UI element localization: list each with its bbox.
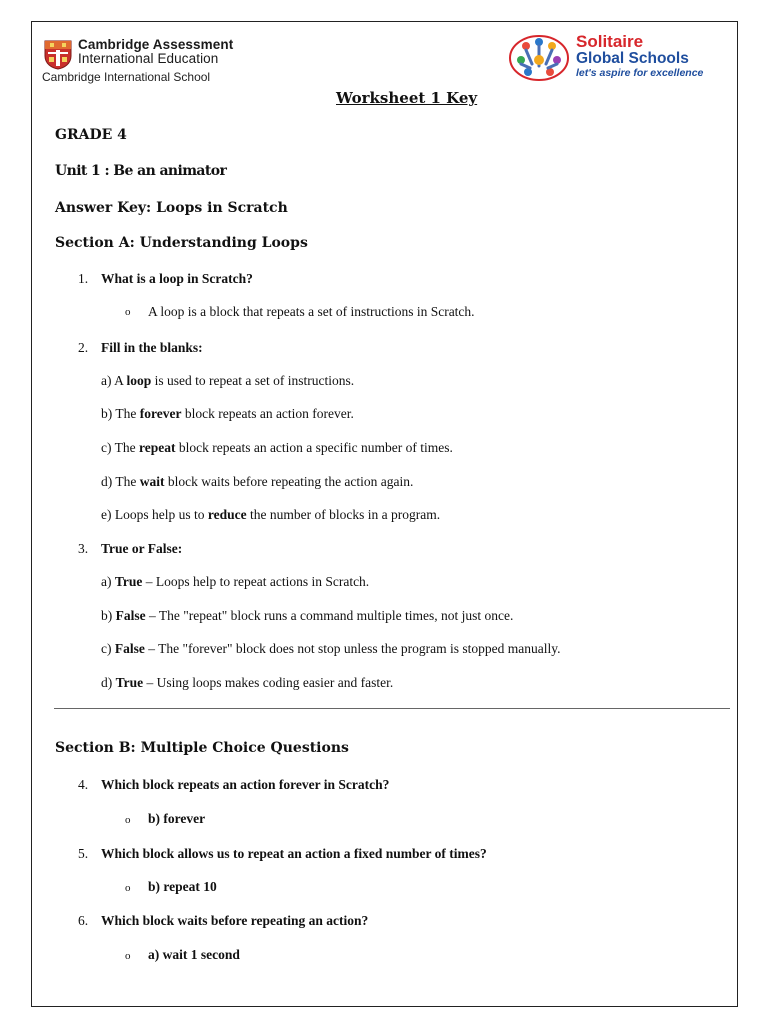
answer-text: b) repeat 10 [148, 879, 217, 894]
answer-text: A loop is a block that repeats a set of instructions in Scratch. [148, 304, 475, 319]
question-number: 6. [78, 913, 89, 928]
true-false-item: d) True – Using loops makes coding easier and faster. [101, 675, 394, 690]
question-number: 3. [78, 541, 89, 556]
grade-heading: GRADE 4 [55, 127, 127, 143]
unit-heading: Unit 1 : Be an animator [55, 163, 227, 179]
true-false-item: c) False – The "forever" block does not stop unless the program is stopped manually. [101, 641, 561, 656]
question-number: 2. [78, 340, 89, 355]
question-text: What is a loop in Scratch? [101, 271, 253, 286]
fill-blank-item: a) A loop is used to repeat a set of instructions. [101, 373, 355, 388]
question-number: 5. [78, 846, 89, 861]
question-text: Which block repeats an action forever in Scratch? [101, 777, 390, 792]
horizontal-divider [54, 708, 730, 709]
cambridge-school-name: Cambridge International School [42, 70, 211, 84]
page-title: Worksheet 1 Key [336, 89, 478, 107]
bullet-icon: o [125, 306, 131, 318]
question-text: Which block waits before repeating an action? [101, 913, 369, 928]
fill-blank-item: e) Loops help us to reduce the number of blocks in a program. [101, 507, 441, 522]
section-b-heading: Section B: Multiple Choice Questions [55, 740, 349, 756]
question-text: Which block allows us to repeat an action a fixed number of times? [101, 846, 487, 861]
section-a-heading: Section A: Understanding Loops [55, 235, 308, 251]
cambridge-shield-logo [44, 40, 72, 70]
question-text: Fill in the blanks: [101, 340, 203, 355]
fill-blank-item: d) The wait block waits before repeating the action again. [101, 474, 414, 489]
question-number: 1. [78, 271, 89, 286]
bullet-icon: o [125, 882, 131, 894]
bullet-icon: o [125, 814, 131, 826]
bullet-icon: o [125, 950, 131, 962]
solitaire-logo-name: Solitaire [576, 32, 644, 51]
cambridge-logo-line2: International Education [78, 51, 219, 66]
question-number: 4. [78, 777, 89, 792]
solitaire-logo-icon [508, 34, 570, 82]
true-false-item: a) True – Loops help to repeat actions in Scratch. [101, 574, 370, 589]
answer-text: a) wait 1 second [148, 947, 240, 962]
fill-blank-item: b) The forever block repeats an action forever. [101, 406, 354, 421]
cambridge-logo-line1: Cambridge Assessment [78, 37, 234, 52]
fill-blank-item: c) The repeat block repeats an action a specific number of times. [101, 440, 453, 455]
solitaire-logo-tagline: let's aspire for excellence [576, 67, 704, 79]
answer-key-heading: Answer Key: Loops in Scratch [55, 200, 288, 216]
question-text: True or False: [101, 541, 183, 556]
true-false-item: b) False – The "repeat" block runs a command multiple times, not just once. [101, 608, 514, 623]
answer-text: b) forever [148, 811, 206, 826]
solitaire-logo-subtitle: Global Schools [576, 50, 689, 67]
